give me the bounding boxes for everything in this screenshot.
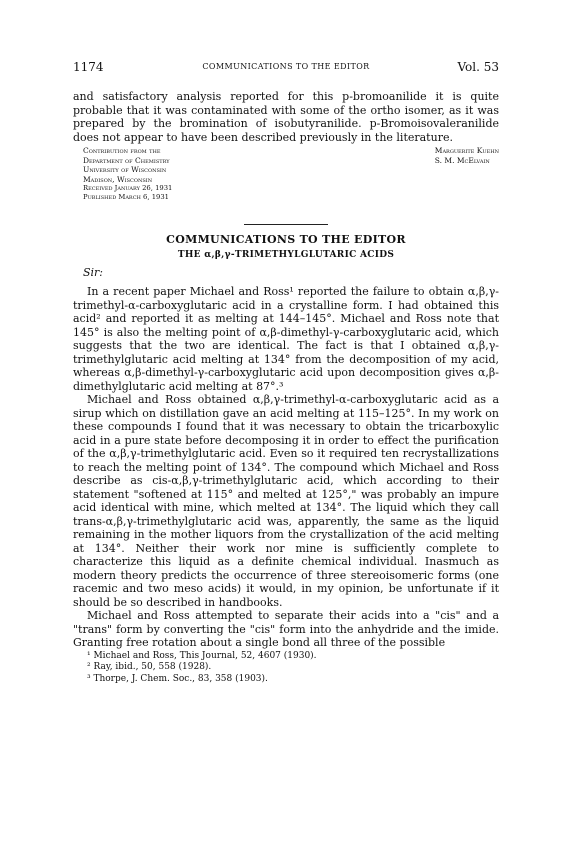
footnotes bbox=[73, 651, 499, 686]
signature-block bbox=[73, 146, 499, 218]
affiliation-line: University of Wisconsin bbox=[83, 165, 167, 175]
body-paragraph: Michael and Ross attempted to separate their acids into a "cis" and a "trans" form by converting the "cis" form into the anhydride and the imide. Granting free rotation about a single bond all three of the possible bbox=[73, 609, 499, 649]
affiliation-line: Madison, Wisconsin bbox=[83, 174, 153, 184]
footnote: ¹ Michael and Ross, This Journal, 52, 4607 (1930). bbox=[87, 650, 317, 661]
published-date: Published March 6, 1931 bbox=[83, 192, 169, 201]
authors bbox=[435, 146, 499, 165]
running-header bbox=[73, 60, 499, 76]
journal-page bbox=[73, 60, 499, 685]
footnote: ² Ray, ibid., 50, 558 (1928). bbox=[87, 662, 212, 672]
volume-label: Vol. 53 bbox=[457, 60, 499, 74]
received-date: Received January 26, 1931 bbox=[83, 184, 173, 193]
running-title: COMMUNICATIONS TO THE EDITOR bbox=[202, 62, 370, 71]
salutation: Sir: bbox=[83, 266, 104, 279]
author-name: S. M. McElvain bbox=[434, 155, 490, 165]
affiliation-line: Department of Chemistry bbox=[83, 155, 170, 165]
section-title: COMMUNICATIONS TO THE EDITOR bbox=[166, 233, 406, 246]
page-number: 1174 bbox=[73, 60, 104, 74]
body-paragraph: In a recent paper Michael and Ross¹ reported the failure to obtain α,β,γ-trimethyl-α-carboxyglutaric acid in a crystalline form. I had obtained this acid² and reported it as melting at 144–145°. Michael and Ross note that 145° is also the melting point of α,β-dimethyl-γ-carboxyglutaric acid, which suggests that the two are identical. The fact is that I obtained α,β,γ-trimethylglutaric acid melting at 134° from the decomposition of my acid, whereas α,β-dimethyl-γ-carboxyglutaric acid upon decomposition gives α,β-dimethylglutaric acid melting at 87°.³ bbox=[73, 285, 499, 393]
article-title: THE α,β,γ-TRIMETHYLGLUTARIC ACIDS bbox=[177, 250, 395, 260]
footnote: ³ Thorpe, J. Chem. Soc., 83, 358 (1903). bbox=[87, 673, 268, 684]
affiliation bbox=[83, 146, 172, 202]
section-divider bbox=[244, 224, 328, 225]
intro-paragraph: and satisfactory analysis reported for this p-bromoanilide it is quite probable that it was contaminated with some of the ortho isomer, as it was prepared by the bromination of isobutyranilide. p-Bromoisovaleranilide does not appear to have been described previously in the literature. bbox=[73, 90, 499, 144]
body-paragraph: Michael and Ross obtained α,β,γ-trimethyl-α-carboxyglutaric acid as a sirup which on distillation gave an acid melting at 115–125°. In my work on these compounds I found that it was necessary to obtain the tricarboxylic acid in a pure state before decomposing it in order to effect the purification of the α,β,γ-trimethylglutaric acid. Even so it required ten recrystallizations to reach the melting point of 134°. The compound which Michael and Ross describe as cis-α,β,γ-trimethylglutaric acid, which according to their statement "softened at 115° and melted at 125°," was probably an impure acid identical with mine, which melted at 134°. The liquid which they call trans-α,β,γ-trimethylglutaric acid was, apparently, the same as the liquid remaining in the mother liquors from the crystallization of the acid melting at 134°. Neither their work nor mine is sufficiently complete to characterize this liquid as a definite chemical individual. Inasmuch as modern theory predicts the occurrence of three stereoisomeric forms (one racemic and two meso acids) it would, in my opinion, be unfortunate if it should be so described in handbooks. bbox=[73, 393, 499, 609]
affiliation-line: Contribution from the bbox=[83, 146, 161, 155]
author-name: Marguerite Kuehn bbox=[434, 146, 499, 155]
